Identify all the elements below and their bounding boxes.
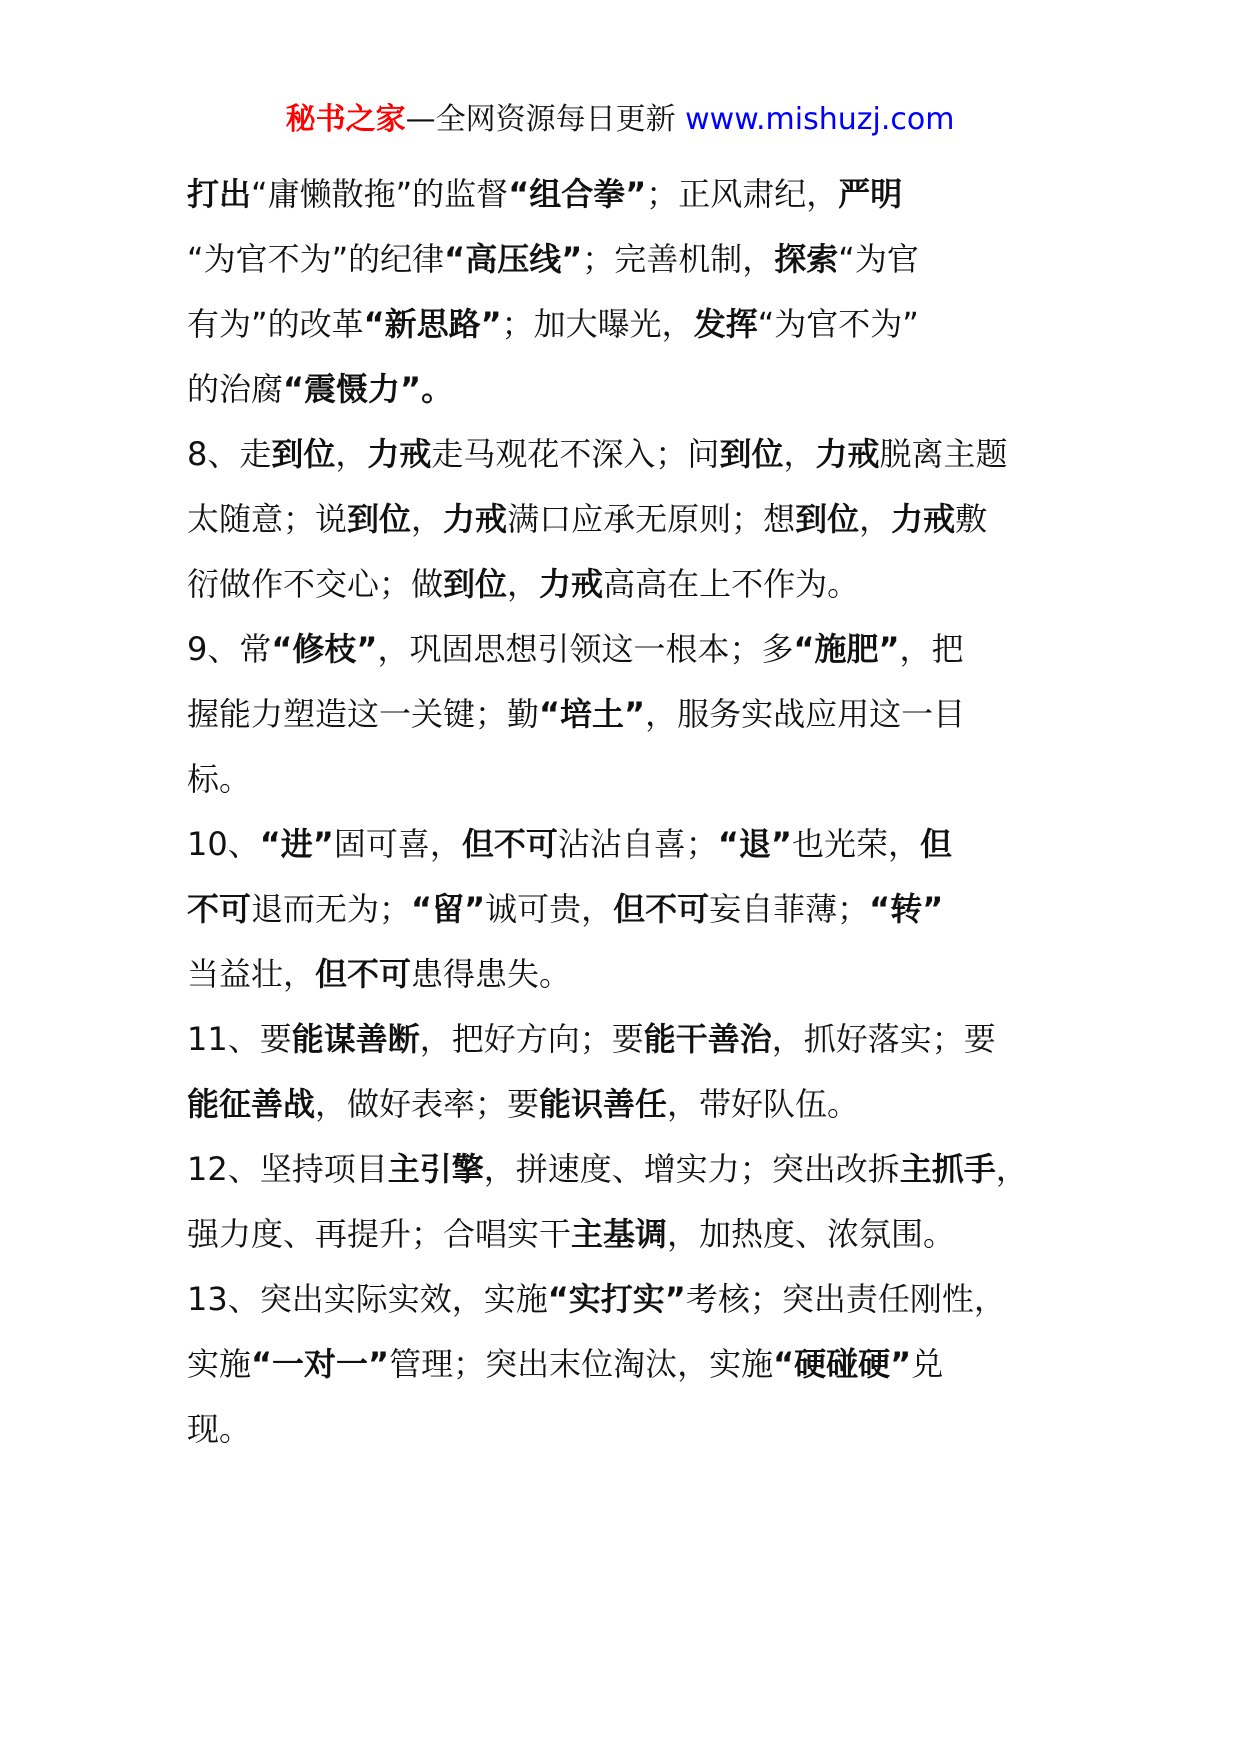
text-segment: ，	[411, 500, 444, 538]
text-segment: 妄自菲薄；	[709, 890, 870, 928]
text-segment: 标。	[187, 760, 252, 798]
text-segment: 沾沾自喜；	[557, 825, 718, 863]
text-line	[187, 162, 1087, 227]
text-segment: ，把好方向；要	[419, 1020, 644, 1058]
text-segment: 管理；突出末位淘汰，实施	[389, 1345, 774, 1383]
text-segment: 12、坚持项目	[187, 1150, 388, 1188]
bold-text-segment: 能谋善断	[291, 1020, 420, 1058]
text-segment: 脱离主题	[879, 435, 1008, 473]
text-segment: 兑	[911, 1345, 944, 1383]
text-line	[187, 1397, 1087, 1462]
bold-text-segment: 严明	[838, 175, 903, 213]
bold-text-segment: 能识善任	[539, 1085, 668, 1123]
text-line	[187, 682, 1087, 747]
bold-text-segment: 主基调	[571, 1215, 668, 1253]
text-segment: ，做好表率；要	[315, 1085, 540, 1123]
bold-text-segment: 打出	[187, 175, 252, 213]
text-segment: “为官不为”	[757, 305, 919, 343]
bold-text-segment: “一对一”	[251, 1345, 390, 1383]
bold-text-segment: 但不可	[315, 955, 412, 993]
text-segment: 的治腐	[187, 370, 284, 408]
bold-text-segment: 不可	[187, 890, 252, 928]
bold-text-segment: “高压线”	[444, 240, 583, 278]
text-line	[187, 1072, 1087, 1137]
text-segment: ，服务实战应用这一目	[645, 695, 966, 733]
bold-text-segment: 力戒	[443, 500, 508, 538]
bold-text-segment: 发挥	[693, 305, 758, 343]
text-line	[187, 357, 1087, 422]
text-segment: 高高在上不作为。	[603, 565, 860, 603]
text-line	[187, 1202, 1087, 1267]
bold-text-segment: 但不可	[613, 890, 710, 928]
text-segment: ，	[995, 1150, 1028, 1188]
text-segment: ，抓好落实；要	[771, 1020, 996, 1058]
bold-text-segment: 力戒	[539, 565, 604, 603]
text-line	[187, 1137, 1087, 1202]
text-line	[187, 617, 1087, 682]
text-segment: 衍做作不交心；做	[187, 565, 444, 603]
bold-text-segment: “转”	[869, 890, 944, 928]
document-body	[187, 162, 1087, 1462]
text-line	[187, 1007, 1087, 1072]
text-line	[187, 1332, 1087, 1397]
bold-text-segment: “震慑力”。	[283, 370, 454, 408]
text-line	[187, 292, 1087, 357]
text-line	[187, 1267, 1087, 1332]
text-line	[187, 812, 1087, 877]
bold-text-segment: 到位	[719, 435, 784, 473]
text-segment: ，	[859, 500, 892, 538]
text-line	[187, 942, 1087, 1007]
bold-text-segment: 力戒	[891, 500, 956, 538]
text-segment: 握能力塑造这一关键；勤	[187, 695, 540, 733]
text-segment: 太随意；说	[187, 500, 348, 538]
text-segment: “为官不为”的纪律	[187, 240, 445, 278]
text-segment: 也光荣，	[791, 825, 920, 863]
bold-text-segment: “培土”	[539, 695, 646, 733]
text-segment: “庸懒散拖”的监督	[251, 175, 509, 213]
text-segment: 退而无为；	[251, 890, 412, 928]
bold-text-segment: 到位	[347, 500, 412, 538]
brand-name: 秘书之家	[285, 102, 406, 137]
text-segment: ，	[507, 565, 540, 603]
text-segment: ；正风肃纪，	[646, 175, 839, 213]
text-segment: ；完善机制，	[582, 240, 775, 278]
bold-text-segment: “退”	[717, 825, 792, 863]
text-segment: ；加大曝光，	[501, 305, 694, 343]
text-segment: 当益壮，	[187, 955, 316, 993]
text-segment: 8、走	[187, 435, 272, 473]
text-line	[187, 552, 1087, 617]
text-segment: 固可喜，	[333, 825, 462, 863]
text-segment: ，	[335, 435, 368, 473]
bold-text-segment: 到位	[443, 565, 508, 603]
text-segment: 现。	[187, 1410, 252, 1448]
text-segment: 强力度、再提升；合唱实干	[187, 1215, 572, 1253]
text-line	[187, 422, 1087, 487]
text-segment: 实施	[187, 1345, 252, 1383]
text-segment: 10、	[187, 825, 260, 863]
text-line	[187, 487, 1087, 552]
text-line	[187, 227, 1087, 292]
bold-text-segment: 探索	[774, 240, 839, 278]
text-segment: “为官	[838, 240, 919, 278]
bold-text-segment: “施肥”	[793, 630, 900, 668]
bold-text-segment: “新思路”	[363, 305, 502, 343]
bold-text-segment: 但	[919, 825, 952, 863]
bold-text-segment: “组合拳”	[508, 175, 647, 213]
bold-text-segment: “实打实”	[547, 1280, 686, 1318]
site-banner	[0, 100, 1240, 140]
text-segment: ，巩固思想引领这一根本；多	[377, 630, 794, 668]
site-url-link[interactable]: www.mishuzj.com	[685, 102, 955, 137]
text-segment: 考核；突出责任刚性，	[685, 1280, 1006, 1318]
text-segment: 敷	[955, 500, 988, 538]
bold-text-segment: “修枝”	[271, 630, 378, 668]
banner-tagline: —全网资源每日更新	[405, 102, 686, 137]
bold-text-segment: 能干善治	[643, 1020, 772, 1058]
text-segment: ，把	[899, 630, 964, 668]
bold-text-segment: 到位	[795, 500, 860, 538]
text-segment: 有为”的改革	[187, 305, 364, 343]
bold-text-segment: 能征善战	[187, 1085, 316, 1123]
bold-text-segment: “硬碰硬”	[773, 1345, 912, 1383]
text-segment: ，拼速度、增实力；突出改拆	[483, 1150, 900, 1188]
bold-text-segment: 主引擎	[387, 1150, 484, 1188]
text-line	[187, 747, 1087, 812]
text-segment: 患得患失。	[411, 955, 572, 993]
bold-text-segment: 但不可	[461, 825, 558, 863]
text-segment: 11、要	[187, 1020, 292, 1058]
text-line	[187, 877, 1087, 942]
text-segment: ，加热度、浓氛围。	[667, 1215, 956, 1253]
bold-text-segment: 力戒	[815, 435, 880, 473]
text-segment: 满口应承无原则；想	[507, 500, 796, 538]
text-segment: 走马观花不深入；问	[431, 435, 720, 473]
bold-text-segment: “留”	[411, 890, 486, 928]
text-segment: 诚可贵，	[485, 890, 614, 928]
text-segment: 13、突出实际实效，实施	[187, 1280, 548, 1318]
bold-text-segment: 主抓手	[899, 1150, 996, 1188]
text-segment: ，	[783, 435, 816, 473]
text-segment: 9、常	[187, 630, 272, 668]
bold-text-segment: 到位	[271, 435, 336, 473]
bold-text-segment: 力戒	[367, 435, 432, 473]
bold-text-segment: “进”	[259, 825, 334, 863]
text-segment: ，带好队伍。	[667, 1085, 860, 1123]
